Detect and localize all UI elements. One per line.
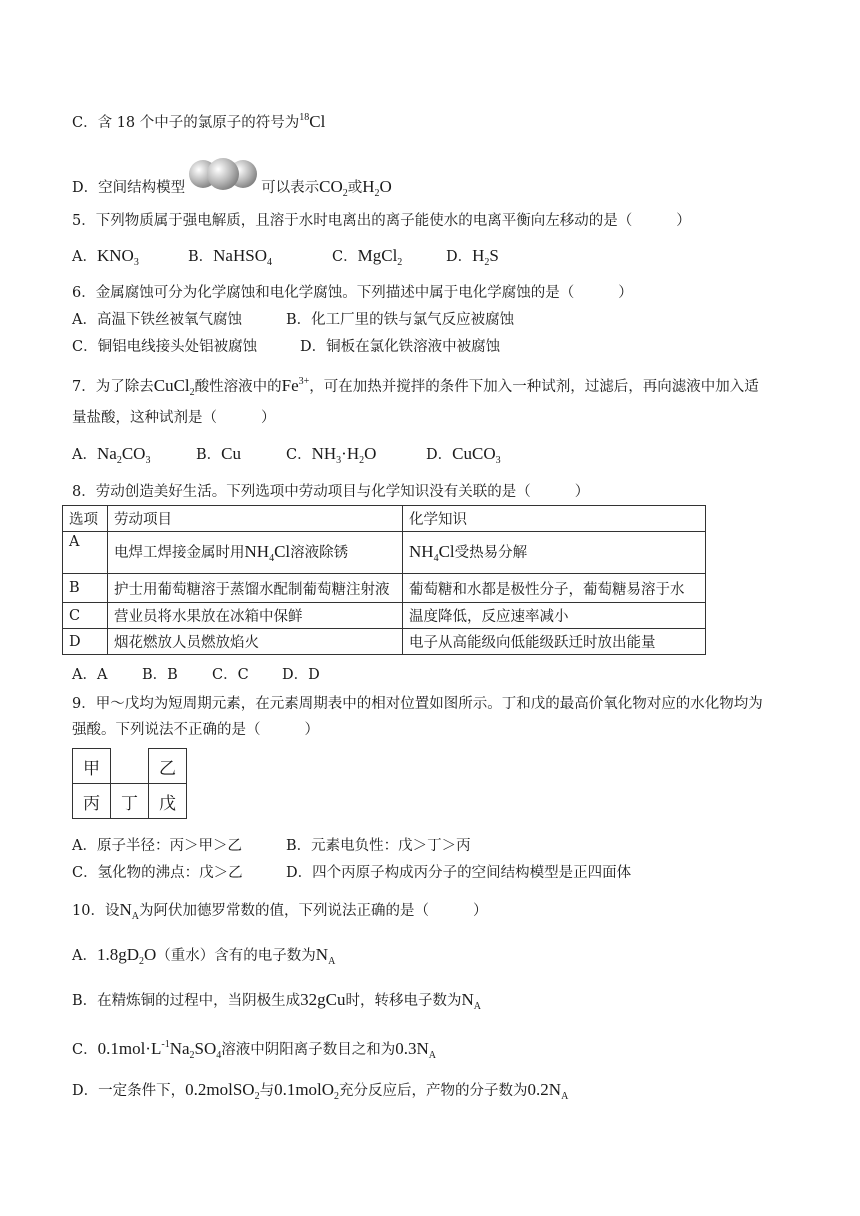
table-row	[63, 603, 706, 629]
q10-stem	[72, 900, 487, 927]
row-a-project	[108, 532, 403, 574]
row-a-k-nh: NH	[409, 542, 434, 561]
q10c-f2: Na	[169, 1039, 190, 1058]
q10d-f3: 0.2N	[527, 1080, 562, 1099]
q7-option-b	[196, 444, 286, 465]
q9-stem-line1	[72, 694, 763, 714]
q5c-sub: 2	[397, 257, 403, 268]
q9-option-c: C．氢化物的沸点：戊＞乙	[72, 865, 243, 881]
q6-option-d: D．铜板在氯化铁溶液中被腐蚀	[300, 339, 501, 355]
row-a-option: A	[63, 532, 108, 574]
q10d-f2: 0.1molO	[274, 1080, 335, 1099]
q7-text-2: 酸性溶液中的	[194, 379, 282, 395]
col-knowledge-header: 化学知识	[403, 506, 706, 532]
row-a-project-text-2: 溶液除锈	[290, 545, 349, 561]
q7-text-1: 7．为了除去	[72, 379, 154, 395]
q5-options	[72, 246, 499, 273]
q10-option-b	[72, 990, 481, 1017]
q10-na-sub: A	[131, 911, 139, 922]
row-a-cl: Cl	[274, 542, 291, 561]
q10b-na-sub: A	[473, 1001, 482, 1012]
q5c-label: C．	[332, 249, 358, 265]
q10a-text: （重水）含有的电子数为	[156, 948, 316, 964]
q10-option-c	[72, 1035, 436, 1066]
table-row	[63, 532, 706, 574]
q10-na: N	[119, 900, 132, 919]
q7b-f1: Cu	[221, 444, 241, 463]
q10d-text-2: 与	[259, 1083, 275, 1099]
q10-text-1: 10．设	[72, 903, 120, 919]
q10b-text-1: B．在精炼铜的过程中，当阴极生成	[72, 993, 301, 1009]
q8-option-a: A．A	[72, 667, 108, 683]
row-knowledge: 葡萄糖和水都是极性分子，葡萄糖易溶于水	[403, 574, 706, 603]
q6-options-ab	[72, 310, 514, 330]
q7b-label: B．	[196, 447, 222, 463]
q7a-label: A．	[72, 447, 97, 463]
q10-option-d	[72, 1080, 568, 1107]
q4-option-c	[72, 108, 325, 133]
cell-empty	[111, 749, 149, 784]
q10c-label: C．	[72, 1042, 98, 1058]
row-a-nh-sub: 4	[269, 553, 275, 564]
q9-options-cd	[72, 863, 631, 883]
row-a-knowledge	[403, 532, 706, 574]
cell-jia: 甲	[73, 749, 111, 784]
q10b-formula: 32gCu	[300, 990, 346, 1009]
q10d-text-3: 充分反应后，产物的分子数为	[339, 1083, 528, 1099]
q4c-element: Cl	[309, 112, 326, 131]
q10c-f3: SO	[194, 1039, 217, 1058]
q10a-s1: 2	[139, 956, 145, 967]
q7-close-paren: ）	[261, 410, 276, 426]
q7c-f1: NH	[311, 444, 337, 463]
cell-ding: 丁	[111, 784, 149, 819]
q4d-h: H	[362, 177, 375, 196]
q5d-label: D．	[446, 249, 473, 265]
q5b-sub: 4	[267, 257, 272, 268]
q10c-s3: 4	[216, 1050, 222, 1061]
q4d-co-sub: 2	[342, 188, 348, 199]
q9-stem-line2	[72, 720, 319, 740]
q7-fe-charge: 3+	[298, 376, 310, 387]
q7c-f2: ·H	[341, 444, 360, 463]
q6-stem-text: 6．金属腐蚀可分为化学腐蚀和电化学腐蚀。下列描述中属于电化学腐蚀的是（	[72, 285, 575, 301]
q7-cucl2: CuCl	[153, 376, 190, 395]
q5a-formula: KNO	[96, 246, 134, 265]
q10c-f4: 0.3N	[395, 1039, 429, 1058]
cell-bing: 丙	[73, 784, 111, 819]
q10a-na-sub: A	[328, 956, 336, 967]
q9-text-line2: 强酸。下列说法不正确的是（	[72, 722, 261, 738]
q4d-o: O	[379, 177, 392, 196]
row-a-k-cl: Cl	[438, 542, 455, 561]
q4d-co: CO	[319, 177, 343, 196]
q7c-f3: O	[364, 444, 377, 463]
q5-stem	[72, 211, 691, 231]
q6-option-b: B．化工厂里的铁与氯气反应被腐蚀	[286, 312, 515, 328]
table-row	[63, 629, 706, 655]
q7-fe: Fe	[281, 376, 299, 395]
q7-cucl2-sub: 2	[189, 387, 195, 398]
q7-options	[72, 444, 501, 471]
col-project-header: 劳动项目	[108, 506, 403, 532]
q8-option-b: B．B	[142, 667, 178, 683]
q8-stem-text: 8．劳动创造美好生活。下列选项中劳动项目与化学知识没有关联的是（	[72, 484, 531, 500]
q7c-s2: 2	[359, 455, 365, 466]
q10c-s2: 2	[189, 1050, 195, 1061]
q10-close-paren: ）	[472, 903, 488, 919]
q4d-or: 或	[347, 180, 363, 196]
table-row	[63, 574, 706, 603]
q10b-na: N	[461, 990, 474, 1009]
q7a-f2: CO	[121, 444, 146, 463]
q5-option-d	[446, 246, 499, 268]
q7-option-a	[72, 444, 196, 471]
q5a-sub: 3	[133, 257, 139, 268]
q10a-label: A．	[72, 948, 97, 964]
q5a-label: A．	[72, 249, 97, 265]
q4d-h-sub: 2	[374, 188, 380, 199]
q5c-formula: MgCl	[357, 246, 398, 265]
q5-option-b	[188, 246, 332, 273]
q10d-na-sub: A	[561, 1091, 569, 1102]
q10d-f1: 0.2molSO	[185, 1080, 255, 1099]
q7-stem-line2	[72, 408, 276, 428]
q7-option-c	[286, 444, 426, 471]
q7c-s1: 3	[336, 455, 342, 466]
q10c-text: 溶液中阴阳离子数目之和为	[221, 1042, 396, 1058]
row-option: C	[63, 603, 108, 629]
q4c-text: C．含 18 个中子的氯原子的符号为	[72, 115, 300, 131]
row-option: D	[63, 629, 108, 655]
periodic-table-fragment	[72, 748, 187, 819]
q5d-formula: H	[472, 246, 485, 265]
row-option: B	[63, 574, 108, 603]
q8-option-c: C．C	[212, 667, 249, 683]
row-a-nh: NH	[244, 542, 270, 561]
q5-stem-text: 5．下列物质属于强电解质，且溶于水时电离出的离子能使水的电离平衡向左移动的是（	[72, 213, 633, 229]
q7-option-d	[426, 444, 501, 466]
q7d-f1: CuCO	[452, 444, 496, 463]
q5-option-a	[72, 246, 188, 273]
q5d-sub: 2	[484, 257, 490, 268]
q6-close-paren: ）	[618, 285, 633, 301]
q8-option-d: D．D	[282, 667, 320, 683]
cell-yi: 乙	[149, 749, 187, 784]
q6-options-cd	[72, 337, 500, 357]
q7-text-line2: 量盐酸，这种试剂是（	[72, 410, 217, 426]
q7-stem-line1	[72, 372, 759, 403]
col-option-header: 选项	[63, 506, 108, 532]
row-a-k-sub: 4	[433, 553, 439, 564]
q7a-s2: 3	[145, 455, 151, 466]
q9-option-d: D．四个丙原子构成丙分子的空间结构模型是正四面体	[286, 865, 632, 881]
cell-wu: 戊	[149, 784, 187, 819]
q7-text-3: ，可在加热并搅拌的条件下加入一种试剂，过滤后，再向滤液中加入适	[309, 379, 759, 395]
q8-options	[72, 665, 320, 685]
q9-close-paren: ）	[304, 722, 319, 738]
q9-option-a: A．原子半径：丙＞甲＞乙	[72, 838, 242, 854]
q10c-sup: -1	[161, 1039, 170, 1050]
q10-option-a	[72, 945, 335, 972]
q10d-s1: 2	[254, 1091, 260, 1102]
q5d-formula-b: S	[489, 246, 499, 265]
q8-stem	[72, 482, 589, 502]
row-a-project-text: 电焊工焊接金属时用	[114, 545, 245, 561]
row-knowledge: 电子从高能级向低能级跃迁时放出能量	[403, 629, 706, 655]
q10b-text-2: 时，转移电子数为	[345, 993, 462, 1009]
row-a-knowledge-text: 受热易分解	[454, 545, 528, 561]
molecule-model-image	[187, 156, 259, 192]
q7d-s1: 3	[495, 455, 501, 466]
q8-close-paren: ）	[574, 484, 590, 500]
q10a-f1: 1.8gD	[96, 945, 140, 964]
row-knowledge: 温度降低，反应速率减小	[403, 603, 706, 629]
q5-close-paren: ）	[676, 213, 691, 229]
q7a-f1: Na	[96, 444, 117, 463]
q7a-s1: 2	[116, 455, 122, 466]
q10d-s2: 2	[334, 1091, 340, 1102]
q7c-label: C．	[286, 447, 312, 463]
q9-options-ab	[72, 836, 471, 856]
q5-option-c	[332, 246, 446, 273]
q9-option-b: B．元素电负性：戊＞丁＞丙	[286, 838, 471, 854]
q6-stem	[72, 283, 633, 303]
row-project: 营业员将水果放在冰箱中保鲜	[108, 603, 403, 629]
q10d-text-1: D．一定条件下，	[72, 1083, 186, 1099]
q6-option-a: A．高温下铁丝被氧气腐蚀	[72, 312, 242, 328]
q7d-label: D．	[426, 447, 453, 463]
table-header-row	[63, 506, 706, 532]
q10a-f2: O	[144, 945, 157, 964]
q4d-text-b: 可以表示	[261, 180, 320, 196]
q10a-na: N	[315, 945, 329, 964]
q8-table	[62, 505, 706, 655]
q4d-text: D．空间结构模型	[72, 180, 186, 196]
q4c-mass-number: 18	[299, 112, 310, 123]
q10-text-2: 为阿伏加德罗常数的值，下列说法正确的是（	[138, 903, 429, 919]
q6-option-c: C．铜铝电线接头处铝被腐蚀	[72, 339, 258, 355]
q9-text-line1: 9．甲～戊均为短周期元素，在元素周期表中的相对位置如图所示。丁和戊的最高价氧化物对应的水化物均为	[72, 696, 763, 712]
row-project: 护士用葡萄糖溶于蒸馏水配制葡萄糖注射液	[108, 574, 403, 603]
q10c-f1: 0.1mol·L	[97, 1039, 162, 1058]
q10c-na-sub: A	[428, 1050, 437, 1061]
q4-option-d	[72, 170, 392, 206]
q5b-label: B．	[188, 249, 214, 265]
row-project: 烟花燃放人员燃放焰火	[108, 629, 403, 655]
q5b-formula: NaHSO	[213, 246, 267, 265]
